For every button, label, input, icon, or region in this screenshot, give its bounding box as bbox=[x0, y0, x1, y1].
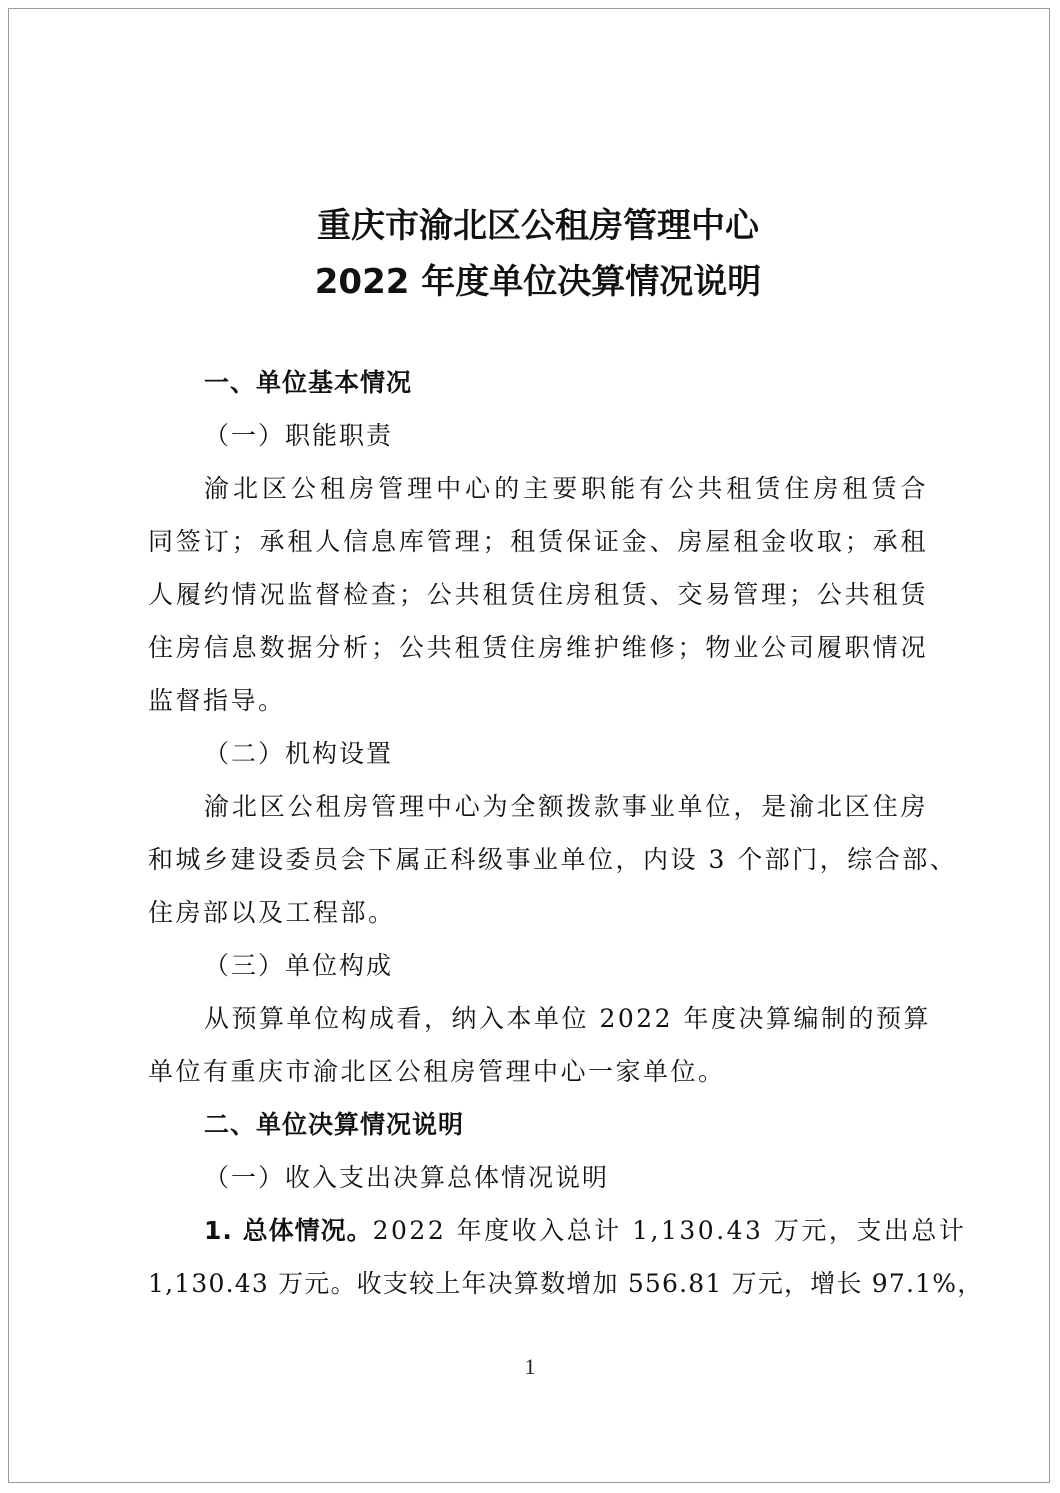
paragraph-line: 住房部以及工程部。 bbox=[148, 898, 396, 927]
item-1-label: 1. 总体情况。 bbox=[204, 1216, 373, 1245]
paragraph-line: 人履约情况监督检查；公共租赁住房租赁、交易管理；公共租赁 bbox=[148, 580, 928, 609]
paragraph-line: 同签订；承租人信息库管理；租赁保证金、房屋租金收取；承租 bbox=[148, 527, 928, 556]
page-number: 1 bbox=[524, 1354, 536, 1379]
paragraph-line: 从预算单位构成看，纳入本单位 2022 年度决算编制的预算 bbox=[204, 1004, 932, 1033]
item-1-text: 2022 年度收入总计 1,130.43 万元，支出总计 bbox=[372, 1216, 967, 1245]
section-1-heading: 一、单位基本情况 bbox=[204, 368, 413, 397]
paragraph-line: 渝北区公租房管理中心为全额拨款事业单位，是渝北区住房 bbox=[204, 792, 928, 821]
section-2-heading: 二、单位决算情况说明 bbox=[204, 1110, 465, 1139]
section-1-3-heading: （三）单位构成 bbox=[204, 951, 394, 980]
paragraph-line: 住房信息数据分析；公共租赁住房维护维修；物业公司履职情况 bbox=[148, 633, 928, 662]
paragraph-line: 监督指导。 bbox=[148, 686, 286, 715]
paragraph-line: 1,130.43 万元。收支较上年决算数增加 556.81 万元，增长 97.1%， bbox=[148, 1269, 984, 1298]
section-1-1-heading: （一）职能职责 bbox=[204, 421, 394, 450]
section-2-1-heading: （一）收入支出决算总体情况说明 bbox=[204, 1163, 610, 1192]
document-title-line-1: 重庆市渝北区公租房管理中心 bbox=[317, 206, 759, 246]
section-1-2-heading: （二）机构设置 bbox=[204, 739, 394, 768]
paragraph-line: 和城乡建设委员会下属正科级事业单位，内设 3 个部门，综合部、 bbox=[148, 845, 958, 874]
paragraph-line bbox=[204, 1214, 967, 1248]
document-title-line-2: 2022 年度单位决算情况说明 bbox=[314, 262, 762, 302]
paragraph-line: 单位有重庆市渝北区公租房管理中心一家单位。 bbox=[148, 1057, 726, 1086]
paragraph-line: 渝北区公租房管理中心的主要职能有公共租赁住房租赁合 bbox=[204, 474, 928, 503]
